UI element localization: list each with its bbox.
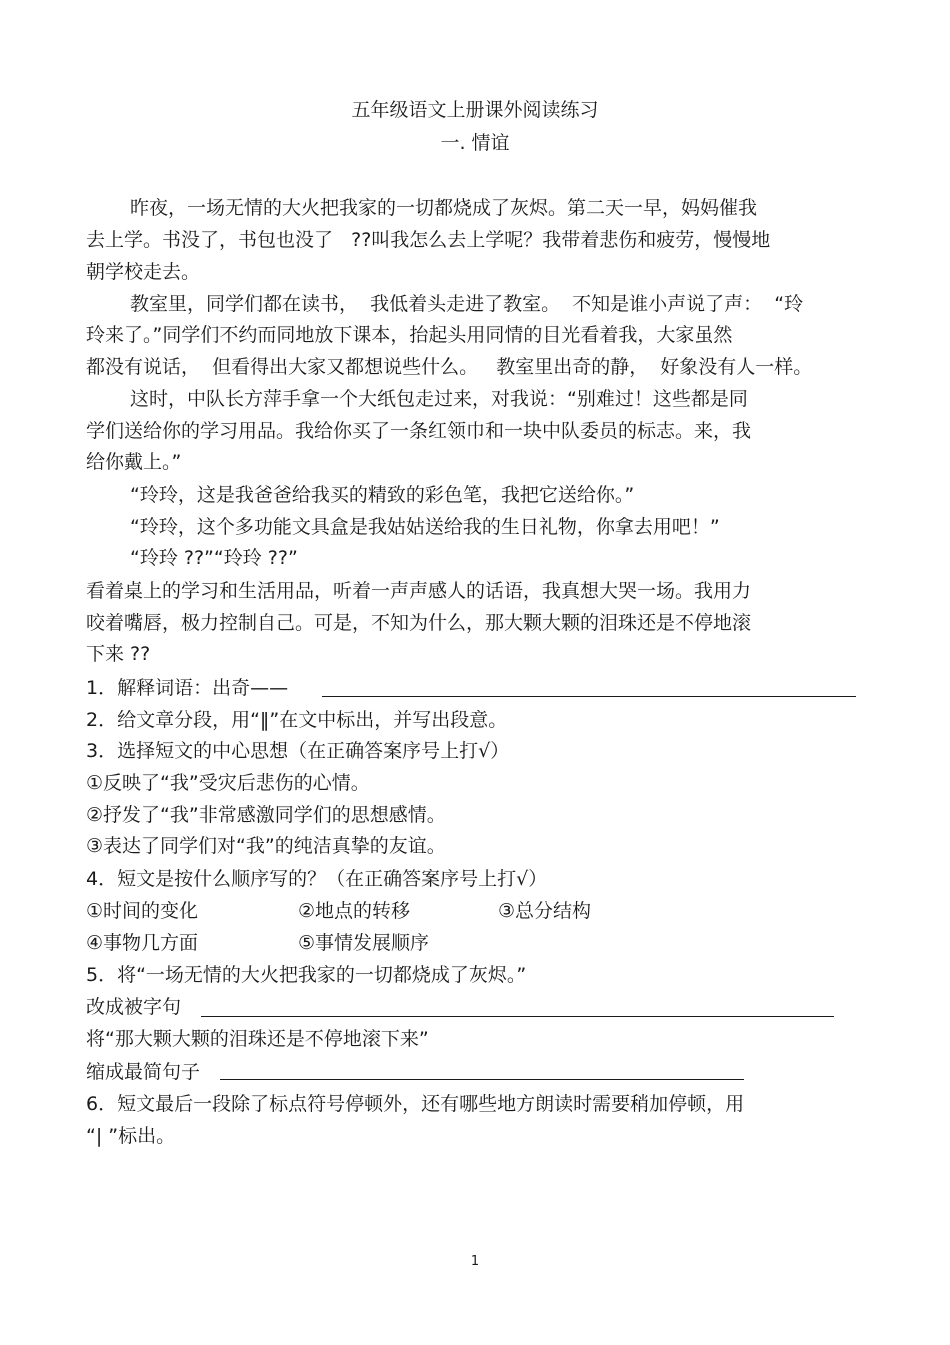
question-4-option[interactable]: ②地点的转移 xyxy=(298,900,411,922)
question-4-option[interactable]: ③总分结构 xyxy=(498,900,592,922)
question-5-prompt-c: 缩成最简句子 xyxy=(86,1061,201,1083)
question-5-prompt-b: 将“那大颗大颗的泪珠还是不停地滚下来” xyxy=(86,1028,429,1050)
question-5-prompt-a: 改成被字句 xyxy=(86,996,182,1018)
question-5: 5．将“一场无情的大火把我家的一切都烧成了灰烬。” xyxy=(86,964,527,986)
answer-blank-1[interactable] xyxy=(322,696,856,697)
passage-line: 这时，中队长方萍手拿一个大纸包走过来，对我说：“别难过！这些都是同 xyxy=(130,388,748,410)
answer-blank-5c[interactable] xyxy=(220,1079,744,1080)
passage-line: 咬着嘴唇，极力控制自己。可是，不知为什么，那大颗大颗的泪珠还是不停地滚 xyxy=(86,612,752,634)
answer-blank-5a[interactable] xyxy=(201,1016,834,1017)
question-1: 1．解释词语：出奇—— xyxy=(86,677,289,699)
question-3-option[interactable]: ②抒发了“我”非常感激同学们的思想感情。 xyxy=(86,804,446,826)
question-4-option[interactable]: ①时间的变化 xyxy=(86,900,199,922)
question-3-option[interactable]: ①反映了“我”受灾后悲伤的心情。 xyxy=(86,772,370,794)
question-4: 4．短文是按什么顺序写的？（在正确答案序号上打√） xyxy=(86,868,548,890)
page-title: 五年级语文上册课外阅读练习 xyxy=(351,99,599,121)
passage-line: 看着桌上的学习和生活用品，听着一声声感人的话语，我真想大哭一场。我用力 xyxy=(86,580,752,602)
passage-line: 昨夜，一场无情的大火把我家的一切都烧成了灰烬。第二天一早，妈妈催我 xyxy=(130,197,758,219)
passage-quote: “玲玲，这是我爸爸给我买的精致的彩色笔，我把它送给你。” xyxy=(130,484,635,506)
question-4-option[interactable]: ⑤事情发展顺序 xyxy=(298,932,430,954)
passage-line: 给你戴上。” xyxy=(86,451,182,473)
question-3: 3．选择短文的中心思想（在正确答案序号上打√） xyxy=(86,740,510,762)
passage-line: 下来 ?? xyxy=(86,643,151,665)
passage-line: 去上学。书没了，书包也没了 ??叫我怎么去上学呢？我带着悲伤和疲劳，慢慢地 xyxy=(86,229,771,251)
question-3-option[interactable]: ③表达了同学们对“我”的纯洁真挚的友谊。 xyxy=(86,835,446,857)
passage-line: 学们送给你的学习用品。我给你买了一条红领巾和一块中队委员的标志。来，我 xyxy=(86,420,752,442)
passage-quote: “玲玲 ??”“玲玲 ??” xyxy=(130,547,298,569)
question-2: 2．给文章分段，用“‖”在文中标出，并写出段意。 xyxy=(86,709,508,731)
passage-line: 教室里，同学们都在读书， 我低着头走进了教室。 不知是谁小声说了声： “玲 xyxy=(130,293,804,315)
passage-line: 玲来了。”同学们不约而同地放下课本，抬起头用同情的目光看着我，大家虽然 xyxy=(86,324,733,346)
question-4-option[interactable]: ④事物几方面 xyxy=(86,932,199,954)
page-number: 1 xyxy=(470,1254,480,1269)
passage-quote: “玲玲，这个多功能文具盒是我姑姑送给我的生日礼物，你拿去用吧！” xyxy=(130,516,720,538)
question-6: 6．短文最后一段除了标点符号停顿外，还有哪些地方朗读时需要稍加停顿，用 xyxy=(86,1093,745,1115)
passage-line: 都没有说话， 但看得出大家又都想说些什么。 教室里出奇的静， 好象没有人一样。 xyxy=(86,356,813,378)
passage-line: 朝学校走去。 xyxy=(86,261,201,283)
page-subtitle: 一. 情谊 xyxy=(440,132,510,154)
question-6-cont: “| ”标出。 xyxy=(86,1125,176,1147)
